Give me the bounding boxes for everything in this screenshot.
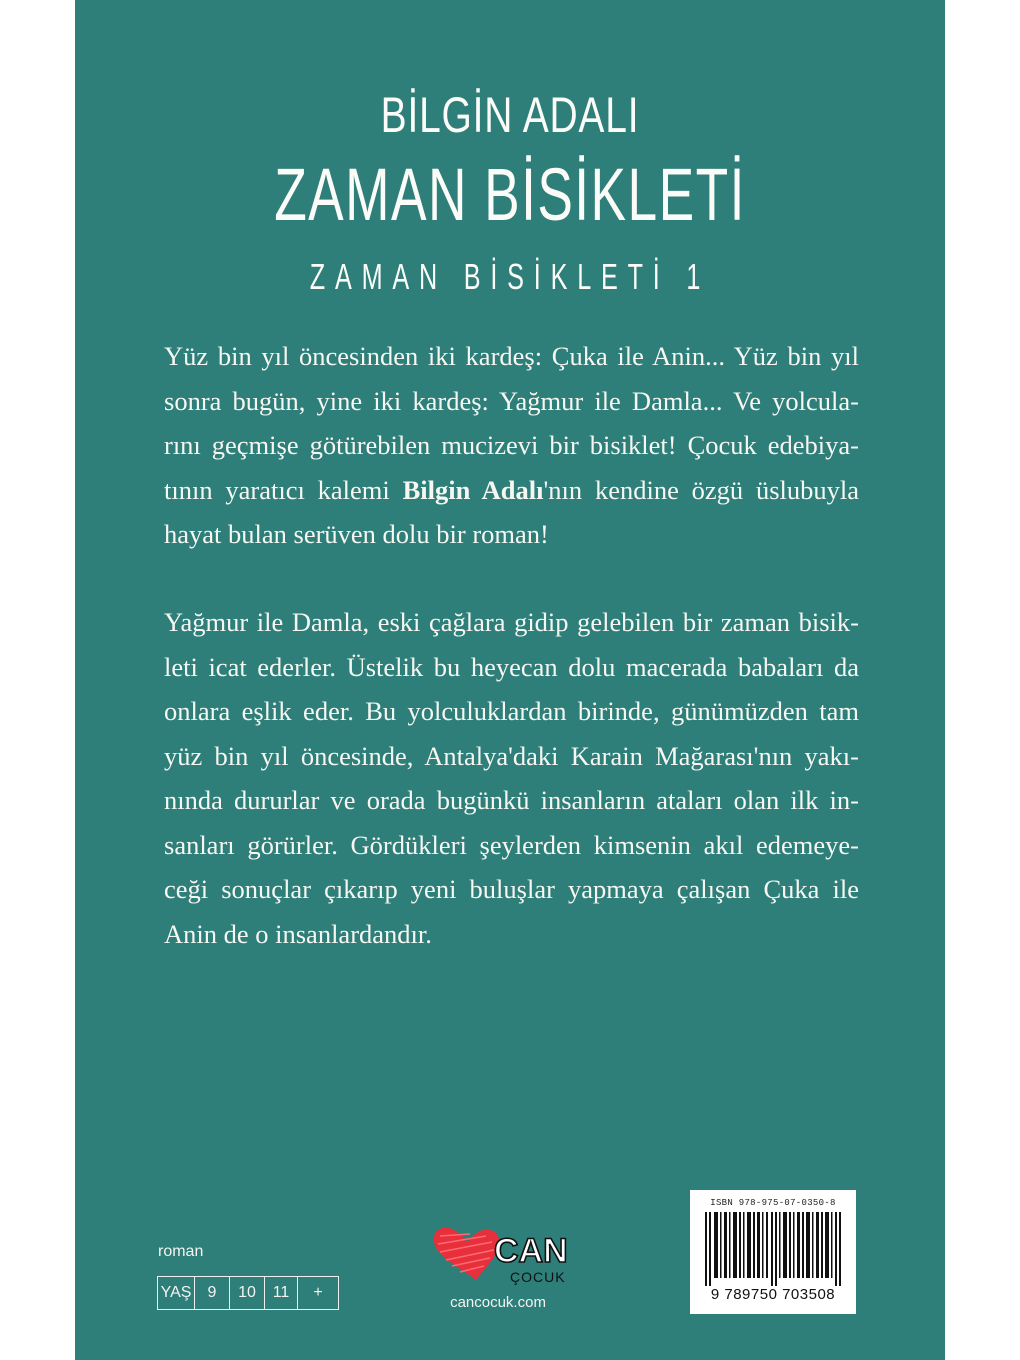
age-cell: 10 — [230, 1277, 265, 1309]
author-name-bold: Bilgin Adalı — [402, 474, 544, 505]
blurb-line: Anin de o insanlardandır. — [164, 918, 432, 949]
can-cocuk-logo — [430, 1222, 570, 1288]
blurb-line: Yüz bin yıl öncesinden iki kardeş: Çuka ile Anin... Yüz bin yıl — [164, 341, 859, 371]
logo-word: CAN — [494, 1232, 568, 1270]
blurb-paragraph-1 — [164, 334, 859, 557]
age-cell: 11 — [265, 1277, 298, 1309]
blurb-line — [164, 468, 859, 513]
age-cell-label: YAŞ — [158, 1277, 195, 1309]
author-name: BİLGİN ADALI — [380, 87, 640, 143]
isbn-label: ISBN 978-975-07-0350-8 — [710, 1198, 836, 1208]
series-title: ZAMAN BİSİKLETİ 1 — [309, 256, 711, 297]
isbn-barcode — [690, 1190, 856, 1314]
blurb-line: rını geçmişe götürebilen mucizevi bir bisiklet! Çocuk edebiya- — [164, 430, 859, 460]
ean-number: 9 789750 703508 — [710, 1286, 836, 1303]
age-range-table — [157, 1276, 339, 1310]
barcode-bars — [705, 1212, 841, 1286]
blurb-line: yüz bin yıl öncesinde, Antalya'daki Karain Mağarası'nın yakı- — [164, 740, 859, 771]
logo-sub: ÇOCUK — [510, 1269, 566, 1285]
book-back-cover — [75, 0, 945, 1360]
publisher-website[interactable]: cancocuk.com — [450, 1294, 546, 1311]
blurb-line: Yağmur ile Damla, eski çağlara gidip gelebilen bir zaman bisik- — [164, 607, 859, 637]
age-cell: + — [313, 1284, 323, 1301]
age-cell: 9 — [195, 1277, 230, 1309]
blurb-line: ceği sonuçlar çıkarıp yeni buluşlar yapmaya çalışan Çuka ile — [164, 874, 859, 904]
blurb-text: tının yaratıcı kalemi — [164, 474, 403, 505]
blurb-line: sonra bugün, yine iki kardeş: Yağmur ile Damla... Ve yolcula- — [164, 385, 859, 416]
book-title: ZAMAN BİSİKLETİ — [274, 153, 746, 236]
blurb-text: 'nın kendine özgü üslubuyla — [543, 474, 860, 505]
blurb-line: leti icat ederler. Üstelik bu heyecan dolu macerada babaları da — [164, 651, 859, 682]
blurb-line: onlara eşlik eder. Bu yolculuklardan birinde, günümüzden tam — [164, 696, 859, 726]
blurb-line: hayat bulan serüven dolu bir roman! — [164, 519, 549, 549]
genre-label: roman — [158, 1243, 204, 1260]
heart-icon — [434, 1228, 500, 1280]
blurb-paragraph-2 — [164, 600, 859, 956]
blurb-line: sanları görürler. Gördükleri şeylerden kimsenin akıl edemeye- — [164, 829, 859, 860]
blurb-line: nında dururlar ve orada bugünkü insanların ataları olan ilk in- — [164, 785, 859, 815]
